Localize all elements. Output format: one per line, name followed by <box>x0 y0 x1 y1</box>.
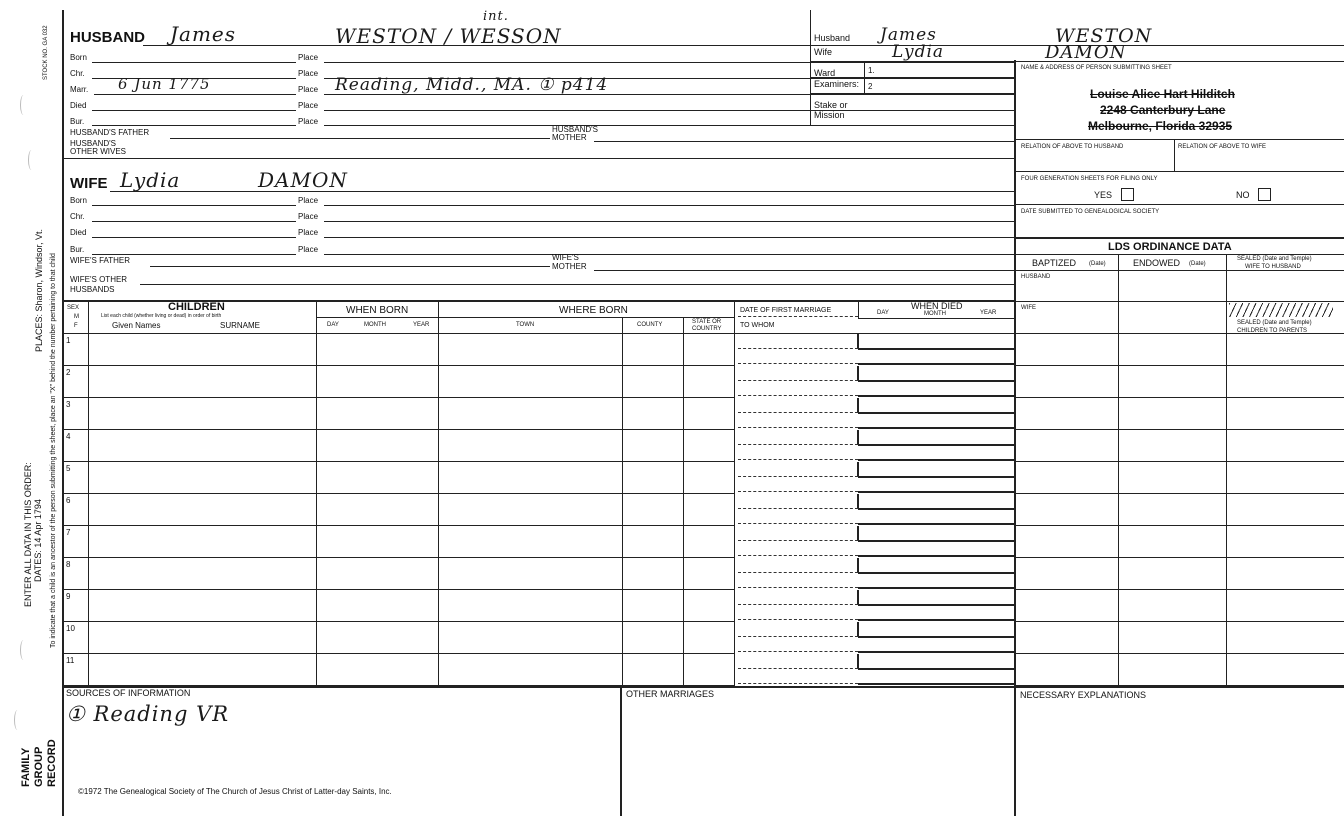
death-tick <box>857 462 859 476</box>
examiner-1: 1. <box>868 66 875 75</box>
husband-marr-date-line <box>94 94 296 95</box>
husband-int-note: int. <box>483 9 509 24</box>
sources-label: SOURCES OF INFORMATION <box>66 688 191 698</box>
header-husband-value: James <box>880 25 937 45</box>
marriage-date-dash <box>738 636 858 637</box>
children-subtitle: List each child (whether living or dead) in order of birth <box>101 313 222 319</box>
relation-wife-label: RELATION OF ABOVE TO WIFE <box>1178 144 1267 150</box>
wife-bur-place-line <box>324 254 1014 255</box>
wife-heading: WIFE <box>70 175 108 192</box>
death-tick <box>857 334 859 348</box>
to-whom-dash <box>738 619 858 620</box>
lds-husband-label: HUSBAND <box>1021 274 1051 280</box>
lds-child-row-line <box>1014 429 1344 430</box>
husband-chr-place-label: Place <box>298 69 319 78</box>
lds-child-row-line <box>1014 397 1344 398</box>
child-row-line <box>62 461 734 462</box>
husband-died-label: Died <box>70 101 87 110</box>
husband-surname: WESTON / WESSON <box>335 24 562 48</box>
died-day-header: DAY <box>877 310 889 316</box>
spouse-line <box>858 427 1014 429</box>
other-wives-label-2: OTHER WIVES <box>70 147 127 156</box>
wife-born-place-line <box>324 205 1014 206</box>
town-header: TOWN <box>516 322 535 328</box>
wife-chr-place-line <box>324 221 1014 222</box>
wife-chr-date-line <box>92 221 296 222</box>
child-row-line <box>62 621 734 622</box>
wife-chr-label: Chr. <box>70 212 85 221</box>
given-names-header: Given Names <box>112 321 161 330</box>
sex-m-label: M <box>74 314 79 320</box>
punch-hole <box>14 710 21 730</box>
died-month-header: MONTH <box>924 311 946 317</box>
right-panel-border <box>1014 60 1016 816</box>
husband-born-place-line <box>324 62 1014 63</box>
spouse-line <box>858 587 1014 589</box>
four-gen-label: FOUR GENERATION SHEETS FOR FILING ONLY <box>1021 176 1158 182</box>
wife-surname: DAMON <box>258 168 348 192</box>
husband-born-date-line <box>92 62 296 63</box>
death-tick <box>857 366 859 380</box>
died-year-header: YEAR <box>980 310 997 316</box>
where-born-header: WHERE BORN <box>559 305 628 316</box>
spouse-line <box>858 395 1014 397</box>
spouse-line <box>858 651 1014 653</box>
other-husbands-label-2: HUSBANDS <box>70 285 115 294</box>
child-number: 5 <box>66 464 71 473</box>
header-wife-line <box>810 61 1344 62</box>
husband-chr-label: Chr. <box>70 69 85 78</box>
sealed-children-label-2: CHILDREN TO PARENTS <box>1237 328 1308 334</box>
husband-mother-label-2: MOTHER <box>552 133 587 142</box>
children-title: CHILDREN <box>168 301 225 313</box>
husband-given-name: James <box>170 22 237 46</box>
baptized-sub: (Date) <box>1089 261 1106 267</box>
when-born-header: WHEN BORN <box>346 305 409 316</box>
child-number: 11 <box>66 656 75 665</box>
born-subheader-line <box>317 317 735 318</box>
lds-child-row-line <box>1014 525 1344 526</box>
places-line: PLACES: Sharon, Windsor, Vt. <box>34 228 44 352</box>
husband-died-date-line <box>92 110 296 111</box>
marriage-date-dash <box>738 572 858 573</box>
death-date-line <box>858 508 1014 510</box>
child-row-line <box>62 653 734 654</box>
lds-child-row-line <box>1014 365 1344 366</box>
child-number: 8 <box>66 560 71 569</box>
death-tick <box>857 622 859 636</box>
first-marriage-header: DATE OF FIRST MARRIAGE <box>740 307 832 314</box>
sex-f-label: F <box>74 323 78 329</box>
death-date-line <box>858 348 1014 350</box>
submitter-label: NAME & ADDRESS OF PERSON SUBMITTING SHEET <box>1021 65 1172 71</box>
death-date-line <box>858 540 1014 542</box>
sealed-wife-label-2: WIFE TO HUSBAND <box>1245 264 1301 270</box>
wife-name-line <box>110 191 1014 192</box>
child-number: 6 <box>66 496 71 505</box>
born-year-header: YEAR <box>413 322 430 328</box>
death-tick <box>857 558 859 572</box>
wife-born-label: Born <box>70 196 87 205</box>
other-husbands-label-1: WIFE'S OTHER <box>70 275 128 284</box>
wife-chr-place-label: Place <box>298 212 319 221</box>
wife-mother-line <box>594 270 1014 271</box>
child-row-line <box>62 589 734 590</box>
child-number: 2 <box>66 368 71 377</box>
wife-died-date-line <box>92 237 296 238</box>
husband-marr-date: 6 Jun 1775 <box>118 75 211 93</box>
death-tick <box>857 398 859 412</box>
marriage-date-dash <box>738 604 858 605</box>
ward-label: Ward <box>814 68 836 78</box>
dates-line: DATES: 14 Apr 1794 <box>33 499 43 582</box>
col-town <box>622 318 623 686</box>
ancestor-instruction: To indicate that a child is an ancestor of the person submitting the sheet, place an "X" behind the number pertaining to that child <box>50 253 57 648</box>
marriage-date-dash <box>738 508 858 509</box>
spouse-line <box>858 523 1014 525</box>
death-tick <box>857 430 859 444</box>
death-date-line <box>858 380 1014 382</box>
relation-bottom-line <box>1014 171 1344 172</box>
child-row-line <box>62 557 734 558</box>
state-header-2: COUNTRY <box>692 326 722 332</box>
wife-born-place-label: Place <box>298 196 319 205</box>
sealed-children-label-1: SEALED (Date and Temple) <box>1237 320 1312 326</box>
examiner-2: 2 <box>868 82 873 91</box>
husband-bur-place-line <box>324 125 1014 126</box>
family-label: FAMILY <box>20 747 32 787</box>
husband-died-place-label: Place <box>298 101 319 110</box>
relation-husband-label: RELATION OF ABOVE TO HUSBAND <box>1021 144 1124 150</box>
husband-bur-label: Bur. <box>70 117 85 126</box>
endowed-label: ENDOWED <box>1133 258 1180 268</box>
state-header-1: STATE OR <box>692 319 722 325</box>
lds-child-row-line <box>1014 493 1344 494</box>
child-row-line <box>62 397 734 398</box>
enter-data-label: ENTER ALL DATA IN THIS ORDER: <box>23 462 33 607</box>
lds-col-1 <box>1118 254 1119 686</box>
to-whom-dash <box>738 363 858 364</box>
submitter-line-3: Melbourne, Florida 32935 <box>1088 119 1233 133</box>
hatched-box <box>1229 303 1333 317</box>
other-husbands-line <box>140 284 1014 285</box>
four-gen-bottom-line <box>1014 204 1344 205</box>
to-whom-dash <box>738 683 858 684</box>
header-box-left <box>810 10 811 125</box>
other-marriages-label: OTHER MARRIAGES <box>626 689 715 699</box>
marriage-date-dash <box>738 380 858 381</box>
marriage-date-dash <box>738 444 858 445</box>
child-number: 7 <box>66 528 71 537</box>
child-row-line <box>62 493 734 494</box>
husband-born-place-label: Place <box>298 53 319 62</box>
lds-child-row-line <box>1014 621 1344 622</box>
punch-hole <box>20 640 27 660</box>
to-whom-dash <box>738 459 858 460</box>
children-header-bottom <box>62 333 1344 334</box>
husband-father-label: HUSBAND'S FATHER <box>70 128 150 137</box>
spouse-line <box>858 491 1014 493</box>
lds-title-line <box>1014 254 1344 255</box>
death-tick <box>857 654 859 668</box>
death-tick <box>857 494 859 508</box>
death-tick <box>857 526 859 540</box>
spouse-line <box>858 363 1014 365</box>
child-number: 4 <box>66 432 71 441</box>
group-label: GROUP <box>33 746 45 787</box>
to-whom-dash <box>738 651 858 652</box>
husband-marr-label: Marr. <box>70 85 89 94</box>
endowed-sub: (Date) <box>1189 261 1206 267</box>
examiners-label: Examiners: <box>814 79 860 89</box>
stake-label-2: Mission <box>814 110 845 120</box>
to-whom-dash <box>738 587 858 588</box>
marriage-date-dash <box>738 540 858 541</box>
spouse-line <box>858 619 1014 621</box>
death-tick <box>857 590 859 604</box>
col-marriage <box>858 300 859 318</box>
yes-checkbox[interactable] <box>1121 188 1134 201</box>
sealed-wife-label-1: SEALED (Date and Temple) <box>1237 256 1312 262</box>
husband-marr-place: Reading, Midd., MA. ① p414 <box>335 75 609 95</box>
husband-died-place-line <box>324 110 1014 111</box>
relation-divider <box>1174 139 1175 171</box>
to-whom-dash <box>738 491 858 492</box>
baptized-label: BAPTIZED <box>1032 258 1077 268</box>
child-number: 3 <box>66 400 71 409</box>
to-whom-dash <box>738 427 858 428</box>
lds-husband-line <box>1014 301 1344 302</box>
col-county <box>683 318 684 686</box>
yes-label: YES <box>1094 190 1113 200</box>
sources-value: ① Reading VR <box>66 702 230 726</box>
to-whom-dash <box>738 523 858 524</box>
no-label: NO <box>1236 190 1250 200</box>
submitter-line-1: Louise Alice Hart Hilditch <box>1090 87 1235 101</box>
death-date-line <box>858 604 1014 606</box>
marriage-date-dash <box>738 476 858 477</box>
header-wife-label: Wife <box>814 47 832 57</box>
county-header: COUNTY <box>637 322 663 328</box>
death-date-line <box>858 636 1014 638</box>
wife-mother-label-1: WIFE'S <box>552 253 579 262</box>
date-submitted-label: DATE SUBMITTED TO GENEALOGICAL SOCIETY <box>1021 209 1160 215</box>
ward-line <box>810 77 1014 78</box>
children-bottom-border <box>62 686 1344 688</box>
other-wives-label-1: HUSBAND'S <box>70 139 116 148</box>
to-whom-header: TO WHOM <box>740 322 775 329</box>
wife-father-label: WIFE'S FATHER <box>70 256 131 265</box>
main-left-border <box>62 10 64 816</box>
child-row-line <box>62 365 734 366</box>
col-state <box>734 300 735 686</box>
wife-died-label: Died <box>70 228 87 237</box>
husband-mother-line <box>594 141 1014 142</box>
born-day-header: DAY <box>327 322 339 328</box>
submitter-line-2: 2248 Canterbury Lane <box>1100 103 1226 117</box>
other-marriages-divider <box>620 686 622 816</box>
spouse-line <box>858 555 1014 557</box>
header-husband-surname: WESTON <box>1055 25 1153 47</box>
husband-mother-label-1: HUSBAND'S <box>552 125 598 134</box>
when-died-header: WHEN DIED <box>911 301 963 311</box>
lds-child-row-line <box>1014 557 1344 558</box>
record-label: RECORD <box>46 739 58 787</box>
lds-title: LDS ORDINANCE DATA <box>1108 241 1232 253</box>
husband-bur-place-label: Place <box>298 117 319 126</box>
lds-child-row-line <box>1014 653 1344 654</box>
husband-section-bottom <box>62 158 1014 159</box>
husband-bur-date-line <box>92 125 296 126</box>
wife-mother-label-2: MOTHER <box>552 262 587 271</box>
surname-header: SURNAME <box>220 321 261 330</box>
header-wife-value: Lydia <box>892 42 945 62</box>
header-husband-label: Husband <box>814 33 851 43</box>
death-date-line <box>858 572 1014 574</box>
born-month-header: MONTH <box>364 322 386 328</box>
child-row-line <box>62 525 734 526</box>
lds-child-row-line <box>1014 589 1344 590</box>
to-whom-dash <box>738 555 858 556</box>
death-date-line <box>858 668 1014 670</box>
spouse-line <box>858 459 1014 461</box>
child-number: 1 <box>66 336 71 345</box>
husband-father-line <box>170 138 550 139</box>
lds-child-row-line <box>1014 461 1344 462</box>
examiners-line <box>810 93 1014 94</box>
marriage-date-dash <box>738 348 858 349</box>
wife-died-place-line <box>324 237 1014 238</box>
wife-bur-place-label: Place <box>298 245 319 254</box>
punch-hole <box>28 150 35 170</box>
stock-number: STOCK NO. GA 032 <box>43 25 49 80</box>
wife-bur-date-line <box>92 254 296 255</box>
wife-given-name: Lydia <box>120 168 181 192</box>
child-number: 9 <box>66 592 71 601</box>
wife-bur-label: Bur. <box>70 245 85 254</box>
husband-born-label: Born <box>70 53 87 62</box>
spouse-line <box>858 683 1014 685</box>
lds-top-border <box>1014 237 1344 239</box>
necessary-explanations-label: NECESSARY EXPLANATIONS <box>1020 690 1147 700</box>
stake-label-1: Stake or <box>814 100 848 110</box>
punch-hole <box>20 95 27 115</box>
lds-col-2 <box>1226 254 1227 686</box>
wife-born-date-line <box>92 205 296 206</box>
copyright-notice: ©1972 The Genealogical Society of The Church of Jesus Christ of Latter-day Saints, Inc. <box>78 787 392 796</box>
husband-marr-place-label: Place <box>298 85 319 94</box>
wife-father-line <box>150 266 550 267</box>
death-date-line <box>858 476 1014 478</box>
marriage-date-dash <box>738 412 858 413</box>
death-date-line <box>858 412 1014 414</box>
lds-wife-label: WIFE <box>1021 305 1036 311</box>
marriage-date-dash <box>738 668 858 669</box>
sex-label: SEX <box>67 305 80 311</box>
first-marriage-dash <box>738 316 858 317</box>
no-checkbox[interactable] <box>1258 188 1271 201</box>
died-subheader-line <box>858 318 1014 319</box>
wife-died-place-label: Place <box>298 228 319 237</box>
to-whom-dash <box>738 395 858 396</box>
lds-header-line <box>1014 270 1344 271</box>
header-wife-surname: DAMON <box>1045 42 1127 63</box>
death-date-line <box>858 444 1014 446</box>
husband-heading: HUSBAND <box>70 29 145 46</box>
child-row-line <box>62 429 734 430</box>
child-number: 10 <box>66 624 75 633</box>
submitter-bottom-line <box>1014 139 1344 140</box>
